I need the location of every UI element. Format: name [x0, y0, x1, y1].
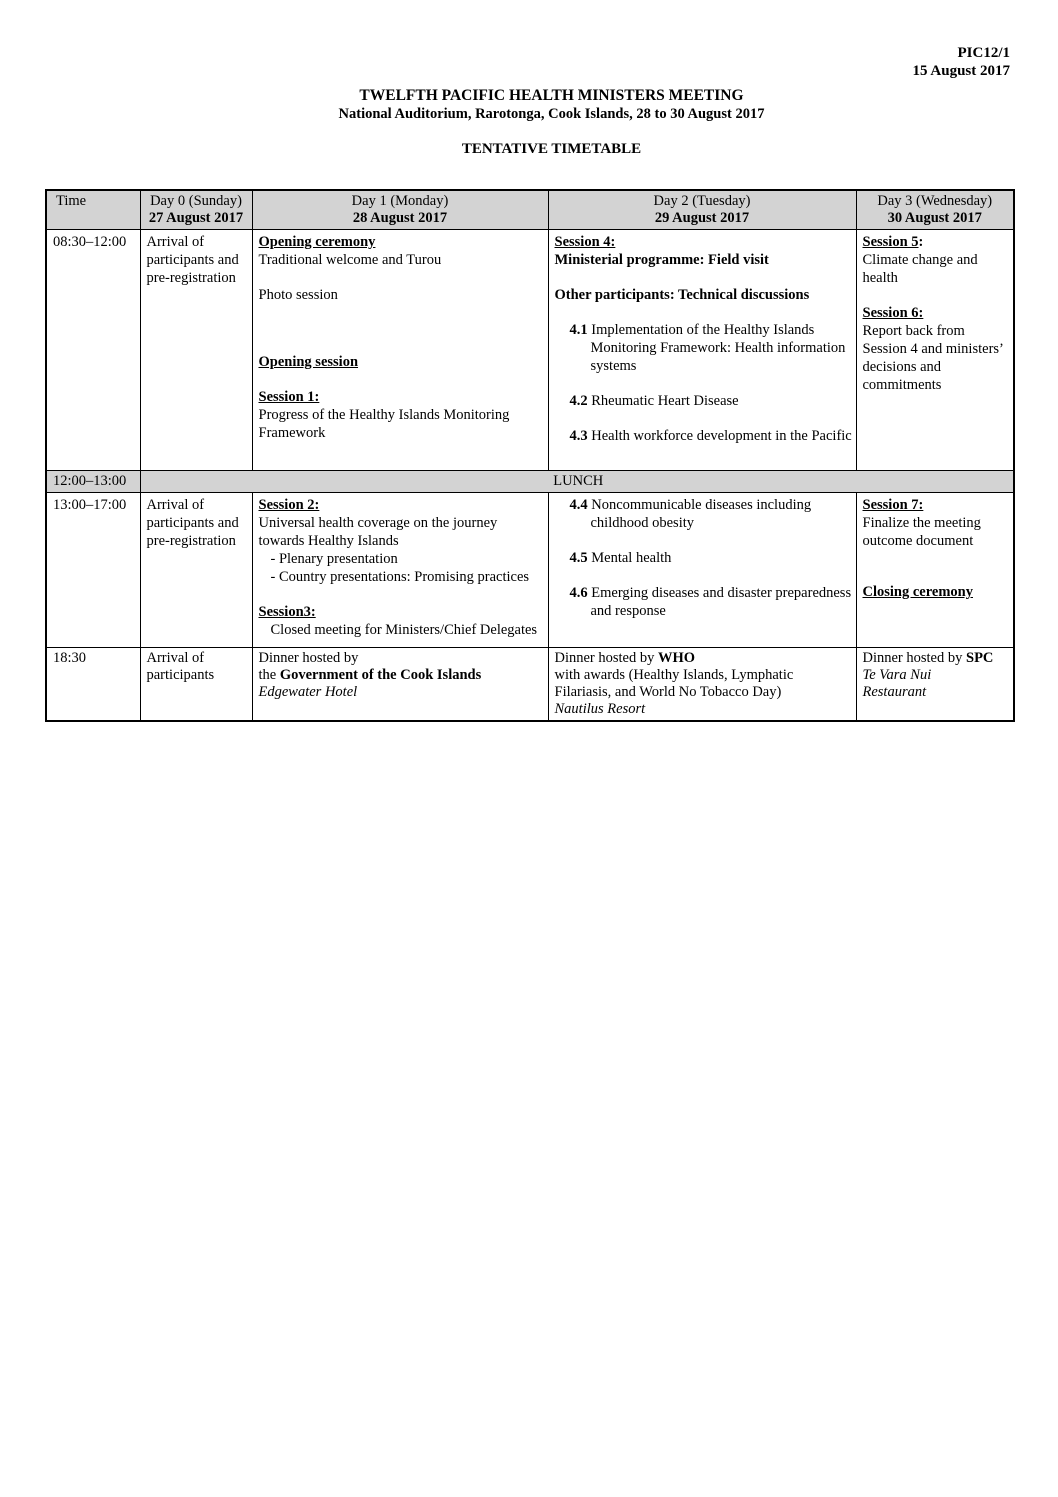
- text-line: the Government of the Cook Islands: [258, 667, 482, 683]
- header-day2-date: 29 August 2017: [654, 210, 750, 226]
- doc-title: TWELFTH PACIFIC HEALTH MINISTERS MEETING: [359, 87, 744, 104]
- text-line: Opening ceremony: [258, 234, 376, 250]
- text-line: 4.4 Noncommunicable diseases including childhood obesity: [569, 497, 812, 531]
- text-line: 4.5 Mental health: [569, 550, 672, 566]
- text-line: Session 1:: [258, 389, 320, 405]
- text-line: Arrival of participants and pre-registration: [146, 234, 239, 286]
- text-line: Dinner hosted by WHO: [554, 650, 696, 666]
- text-line: Other participants: Technical discussions: [554, 287, 810, 303]
- text-line: Session 5:: [862, 234, 924, 250]
- text-line: Closing ceremony: [862, 584, 973, 600]
- text-line: Restaurant: [862, 684, 927, 700]
- text-line: Climate change and health: [862, 252, 978, 286]
- cell-day0-morning: [140, 230, 252, 471]
- row-evening: [46, 648, 1014, 722]
- text-line: Traditional welcome and Turou: [258, 252, 442, 268]
- doc-heading: TENTATIVE TIMETABLE: [461, 141, 642, 157]
- text-line: - Plenary presentation: [270, 551, 398, 567]
- header-day0-date: 27 August 2017: [148, 210, 244, 226]
- cell-day2-morning: [548, 230, 856, 471]
- text-line: Session 4:: [554, 234, 616, 250]
- text-line: Session3:: [258, 604, 316, 620]
- text-line: Te Vara Nui: [862, 667, 932, 683]
- text-line: Opening session: [258, 354, 359, 370]
- row-afternoon: [46, 493, 1014, 648]
- header-day1-date: 28 August 2017: [352, 210, 448, 226]
- text-line: Session 2:: [258, 497, 320, 513]
- cell-day2-afternoon: [548, 493, 856, 648]
- header-day1-label: Day 1 (Monday): [351, 193, 449, 209]
- header-cell-time: [46, 190, 140, 230]
- text-line: Finalize the meeting outcome document: [862, 515, 981, 549]
- text-line: Dinner hosted by: [258, 650, 359, 666]
- doc-subtitle: National Auditorium, Rarotonga, Cook Islands, 28 to 30 August 2017: [338, 106, 765, 122]
- cell-lunch-label: LUNCH: [140, 471, 1014, 493]
- text-line: Arrival of participants: [146, 650, 215, 683]
- timetable: [45, 189, 1015, 722]
- text-line: Universal health coverage on the journey towards Healthy Islands: [258, 515, 498, 549]
- text-line: Edgewater Hotel: [258, 684, 358, 700]
- text-line: Progress of the Healthy Islands Monitoring Framework: [258, 407, 510, 441]
- header-cell-day0: [140, 190, 252, 230]
- title-block: [45, 87, 1058, 158]
- text-line: Closed meeting for Ministers/Chief Delegates: [270, 622, 538, 638]
- text-line: Session 7:: [862, 497, 924, 513]
- header-day3-label: Day 3 (Wednesday): [877, 193, 993, 209]
- cell-time-afternoon: 13:00–17:00: [46, 493, 140, 648]
- doc-ref-block: [0, 0, 1058, 80]
- text-line: Photo session: [258, 287, 338, 303]
- text-line: 4.1 Implementation of the Healthy Islands Monitoring Framework: Health information systems: [569, 322, 846, 374]
- text-line: 4.6 Emerging diseases and disaster preparedness and response: [569, 585, 852, 619]
- cell-time-lunch: 12:00–13:00: [46, 471, 140, 493]
- text-line: Ministerial programme: Field visit: [554, 252, 769, 268]
- cell-time-evening: 18:30: [46, 648, 140, 722]
- text-line: Dinner hosted by SPC: [862, 650, 994, 666]
- header-cell-day3: [856, 190, 1014, 230]
- text-line: 4.3 Health workforce development in the Pacific: [569, 428, 852, 444]
- cell-day1-morning: [252, 230, 548, 471]
- header-day2-label: Day 2 (Tuesday): [653, 193, 751, 209]
- text-line: Nautilus Resort: [554, 701, 646, 717]
- text-line: 4.2 Rheumatic Heart Disease: [569, 393, 739, 409]
- text-line: Report back from Session 4 and ministers’ decisions and commitments: [862, 323, 1003, 393]
- cell-time-morning: 08:30–12:00: [46, 230, 140, 471]
- header-day3-date: 30 August 2017: [887, 210, 982, 226]
- cell-day2-evening: [548, 648, 856, 722]
- cell-day0-afternoon: [140, 493, 252, 648]
- header-time-label: Time: [56, 193, 87, 209]
- text-line: Arrival of participants and pre-registration: [146, 497, 239, 549]
- row-morning: [46, 230, 1014, 471]
- row-lunch: [46, 471, 1014, 493]
- doc-ref-date: 15 August 2017: [912, 63, 1010, 79]
- header-cell-day2: [548, 190, 856, 230]
- header-row: [46, 190, 1014, 230]
- cell-day3-afternoon: [856, 493, 1014, 648]
- header-cell-day1: [252, 190, 548, 230]
- cell-day1-evening: [252, 648, 548, 722]
- header-day0-label: Day 0 (Sunday): [150, 193, 242, 209]
- doc-ref-code: PIC12/1: [957, 45, 1010, 61]
- text-line: with awards (Healthy Islands, Lymphatic Filariasis, and World No Tobacco Day): [554, 667, 794, 700]
- text-line: Session 6:: [862, 305, 924, 321]
- cell-day0-evening: [140, 648, 252, 722]
- cell-day3-morning: [856, 230, 1014, 471]
- cell-day3-evening: [856, 648, 1014, 722]
- text-line: - Country presentations: Promising practices: [270, 569, 530, 585]
- cell-day1-afternoon: [252, 493, 548, 648]
